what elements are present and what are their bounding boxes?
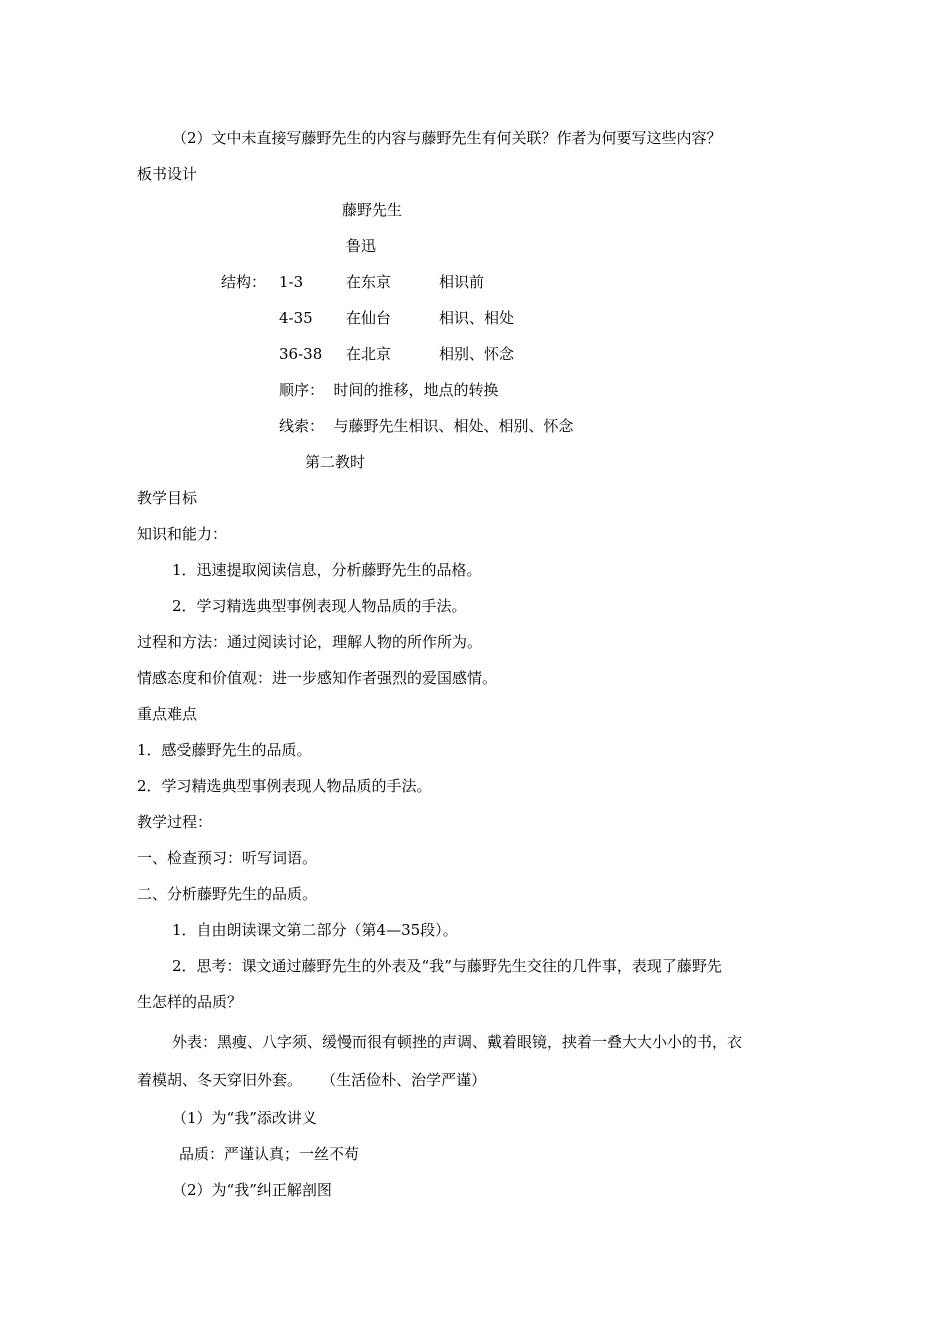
knowledge-item-2: 2．学习精选典型事例表现人物品质的手法。 bbox=[172, 597, 467, 615]
board-author: 鲁迅 bbox=[346, 237, 377, 255]
structure-range: 1-3 bbox=[279, 273, 304, 291]
structure-stage: 相识、相处 bbox=[439, 309, 515, 327]
second-lesson-heading: 第二教时 bbox=[305, 453, 366, 471]
structure-place: 在北京 bbox=[346, 345, 392, 363]
knowledge-ability-label: 知识和能力： bbox=[137, 525, 228, 543]
step-1: 一、检查预习：听写词语。 bbox=[137, 849, 318, 867]
key-points-heading: 重点难点 bbox=[137, 705, 198, 723]
step-2: 二、分析藤野先生的品质。 bbox=[137, 885, 318, 903]
key-point-2: 2．学习精选典型事例表现人物品质的手法。 bbox=[137, 777, 432, 795]
teaching-goals-heading: 教学目标 bbox=[137, 489, 198, 507]
board-title: 藤野先生 bbox=[342, 201, 403, 219]
board-design-heading: 板书设计 bbox=[137, 165, 198, 183]
teaching-process-heading: 教学过程： bbox=[137, 813, 213, 831]
knowledge-item-1: 1．迅速提取阅读信息，分析藤野先生的品格。 bbox=[172, 561, 482, 579]
key-point-1: 1．感受藤野先生的品质。 bbox=[137, 741, 312, 759]
board-clue: 线索： 与藤野先生相识、相处、相别、怀念 bbox=[279, 417, 574, 435]
structure-range: 4-35 bbox=[279, 309, 313, 327]
step-2-item-2-continued: 生怎样的品质？ bbox=[137, 993, 243, 1011]
event-2: （2）为“我”纠正解剖图 bbox=[172, 1181, 332, 1199]
step-2-item-1: 1．自由朗读课文第二部分（第4—35段）。 bbox=[172, 921, 458, 939]
structure-stage: 相识前 bbox=[439, 273, 485, 291]
event-1-quality: 品质：严谨认真；一丝不苟 bbox=[179, 1145, 360, 1163]
emotion-values-line: 情感态度和价值观：进一步感知作者强烈的爱国感情。 bbox=[137, 669, 498, 687]
structure-place: 在仙台 bbox=[346, 309, 392, 327]
event-1: （1）为“我”添改讲义 bbox=[172, 1109, 317, 1127]
process-method-line: 过程和方法：通过阅读讨论，理解人物的所作所为。 bbox=[137, 633, 483, 651]
step-2-item-2: 2．思考：课文通过藤野先生的外表及“我”与藤野先生交往的几件事，表现了藤野先 bbox=[172, 957, 722, 975]
structure-place: 在东京 bbox=[346, 273, 392, 291]
structure-range: 36-38 bbox=[279, 345, 323, 363]
board-order: 顺序： 时间的推移，地点的转换 bbox=[279, 381, 499, 399]
question-2: （2）文中未直接写藤野先生的内容与藤野先生有何关联？作者为何要写这些内容？ bbox=[172, 129, 722, 147]
structure-label: 结构： bbox=[221, 273, 267, 291]
appearance-line: 外表：黑瘦、八字须、缓慢而很有顿挫的声调、戴着眼镜，挟着一叠大大小小的书，衣 bbox=[172, 1033, 743, 1051]
structure-stage: 相别、怀念 bbox=[439, 345, 515, 363]
appearance-line-continued: 着模胡、冬天穿旧外套。 （生活俭朴、治学严谨） bbox=[137, 1071, 487, 1089]
